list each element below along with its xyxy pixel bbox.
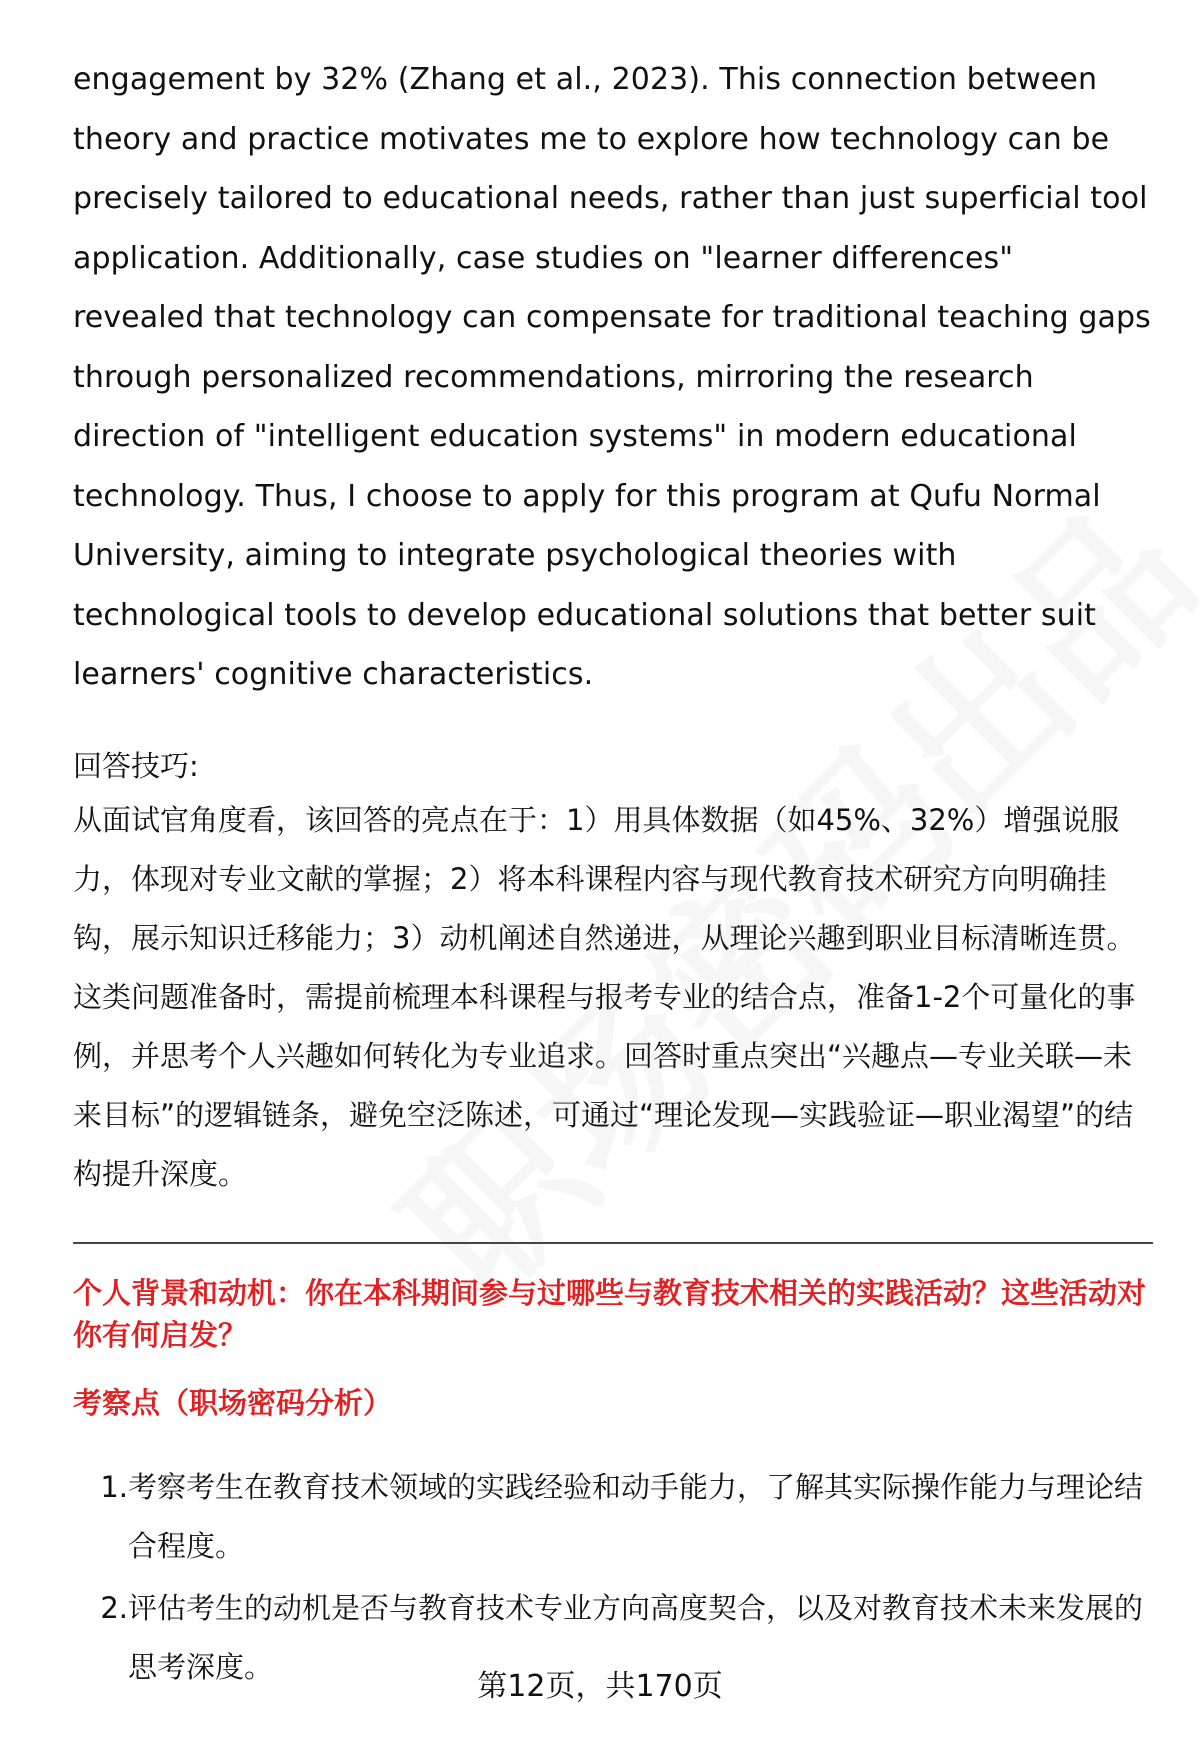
- intro-paragraph: engagement by 32% (Zhang et al., 2023). This connection between theory and practice motivates me to explore how technology can be precisely tailored to educational needs, rather than just superficial tool application. Additionally, case studies on "learner differences" revealed that technology can compensate for traditional teaching gaps through personalized recommendations, mirroring the research direction of "intelligent education systems" in modern educational technology. Thus, I choose to apply for this program at Qufu Normal University, aiming to integrate psychological theories with technological tools to develop educational solutions that better suit learners' cognitive characteristics.: [73, 62, 1151, 692]
- document-page: [73, 50, 1153, 1700]
- question-heading: 个人背景和动机：你在本科期间参与过哪些与教育技术相关的实践活动？这些活动对你有何启发？: [73, 1275, 1147, 1352]
- tips-title: 回答技巧:: [73, 748, 199, 783]
- tips-body: 从面试官角度看，该回答的亮点在于：1）用具体数据（如45%、32%）增强说服力，体现对专业文献的掌握；2）将本科课程内容与现代教育技术研究方向明确挂钩，展示知识迁移能力；3）动机阐述自然递进，从理论兴趣到职业目标清晰连贯。这类问题准备时，需提前梳理本科课程与报考专业的结合点，准备1-2个可量化的事例，并思考个人兴趣如何转化为专业追求。回答时重点突出“兴趣点—专业关联—未来目标”的逻辑链条，避免空泛陈述，可通过“理论发现—实践验证—职业渴望”的结构提升深度。: [73, 802, 1136, 1191]
- list-item-number: 2.: [100, 1590, 128, 1625]
- list-item: [73, 1458, 1153, 1576]
- page-footer: 第12页，共170页: [477, 1669, 723, 1704]
- section-divider: [73, 1242, 1153, 1244]
- assessment-heading: 考察点（职场密码分析）: [73, 1385, 393, 1420]
- list-item-number: 1.: [100, 1469, 128, 1504]
- list-item-text: 考察考生在教育技术领域的实践经验和动手能力，了解其实际操作能力与理论结合程度。: [128, 1469, 1144, 1563]
- list-item-text: 评估考生的动机是否与教育技术专业方向高度契合，以及对教育技术未来发展的思考深度。: [128, 1590, 1144, 1684]
- assessment-list: [73, 1458, 1153, 1697]
